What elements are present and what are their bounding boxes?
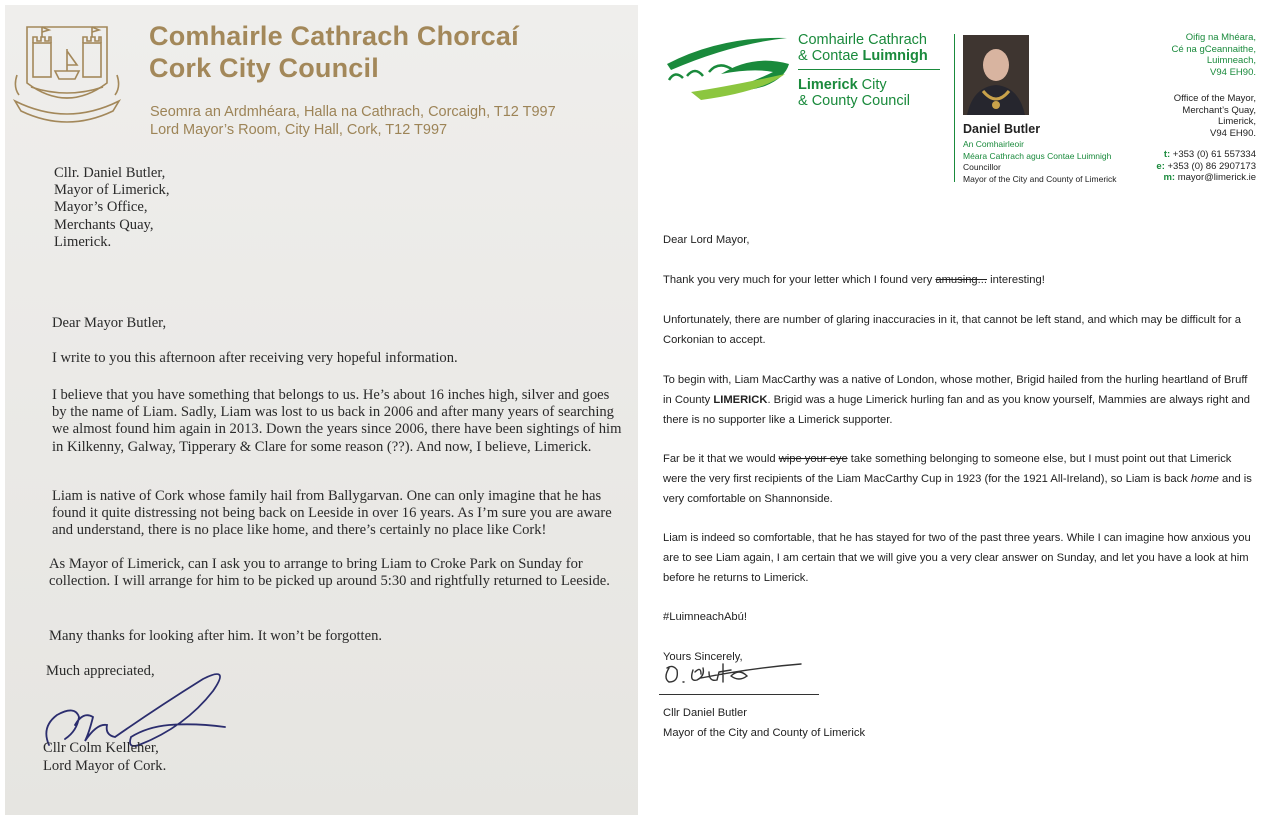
limerick-paragraph: [663, 449, 1253, 509]
mayor-title-line: An Comhairleoir: [963, 139, 1024, 149]
limerick-hashtag: #LuimneachAbú!: [663, 611, 747, 624]
office-line: Luimneach,: [1206, 55, 1256, 66]
mayor-title-line: Mayor of the City and County of Limerick: [963, 173, 1117, 184]
cork-council-name-english: Cork City Council: [149, 53, 379, 83]
text-run: and is very comfortable on Shannonside.: [663, 473, 1252, 506]
cork-paragraph: I write to you this afternoon after receiving very hopeful information.: [52, 350, 458, 366]
office-line: V94 EH90.: [1210, 127, 1256, 139]
cork-paragraph: Many thanks for looking after him. It won’t be forgotten.: [49, 628, 383, 644]
cork-paragraph: Liam is native of Cork whose family hail from Ballygarvan. One can only imagine that he has found it quite distressing not being back on Leeside in over 16 years. As I’m sure you are aware and understand, there is no place like home, and there’s certainly no place like Cork!: [52, 488, 612, 539]
office-address-english: [1174, 93, 1256, 139]
office-line: Office of the Mayor,: [1173, 93, 1256, 104]
cork-address-irish: Seomra an Ardmhéara, Halla na Cathrach, Corcaigh, T12 T997: [150, 104, 556, 120]
contact-details: [1156, 149, 1256, 184]
cork-closing: Much appreciated,: [46, 663, 155, 679]
signatory-title: Mayor of the City and County of Limerick: [663, 727, 866, 739]
header-divider: [798, 69, 940, 70]
header-vertical-divider: [954, 34, 955, 182]
office-line: V94 EH90.: [1210, 66, 1256, 78]
struck-text: wipe your eye: [778, 453, 848, 466]
limerick-closing: Yours Sincerely,: [663, 651, 743, 664]
limerick-paragraph: Unfortunately, there are number of glaring inaccuracies in it, that cannot be left stand, and which may be difficult for a Corkonian to accept.: [663, 314, 1241, 347]
limerick-signature-icon: [661, 650, 811, 690]
contact-value: +353 (0) 61 557334: [1170, 149, 1256, 160]
contact-label: m:: [1163, 172, 1176, 183]
contact-value[interactable]: mayor@limerick.ie: [1175, 172, 1256, 183]
contact-label: e:: [1156, 160, 1165, 172]
bold-text: LIMERICK: [713, 394, 768, 407]
limerick-council-name-irish: [798, 32, 928, 64]
signature-line: [659, 694, 819, 695]
recipient-line: Merchants Quay,: [54, 216, 154, 233]
text-run: . Brigid was a huge Limerick hurling fan and as you know yourself, Mammies are always right and there is no supporter like a Limerick supporter.: [663, 394, 1250, 427]
limerick-paragraph: [663, 370, 1253, 430]
office-address-irish: [1171, 32, 1256, 78]
contact-value: +353 (0) 86 2907173: [1164, 160, 1256, 172]
italic-text: home: [1190, 473, 1219, 486]
limerick-council-name-english: [798, 77, 910, 109]
council-ga-bold: Luimnigh: [862, 48, 928, 64]
cork-paragraph: As Mayor of Limerick, can I ask you to arrange to bring Liam to Croke Park on Sunday for collection. I will arrange for him to be picked up around 5:30 and rightfully returned to Leeside.: [49, 556, 610, 590]
signatory-name: Cllr Daniel Butler: [663, 707, 747, 719]
recipient-line: Mayor of Limerick,: [54, 182, 170, 199]
council-en-bold: Limerick: [798, 77, 858, 93]
council-en-line: [798, 77, 910, 93]
mayor-name: Daniel Butler: [963, 122, 1041, 136]
cork-council-name-irish: Comhairle Cathrach Chorcaí: [149, 21, 519, 51]
text-run: take something belonging to someone else, but I must point out that Limerick were the very first recipients of the Liam MacCarthy Cup in 1923 (for the 1921 All-Ireland), so Liam is back: [663, 453, 1232, 486]
cork-recipient-address: [54, 165, 170, 251]
council-ga-line: [798, 48, 928, 64]
office-line: Limerick,: [1217, 116, 1256, 127]
text-run: Thank you very much for your letter which I found very: [663, 274, 936, 287]
recipient-line: Mayor’s Office,: [54, 199, 148, 216]
signatory-name: Cllr Colm Kelleher,: [43, 740, 159, 756]
limerick-council-logo-icon: [661, 30, 791, 105]
office-line: Merchant’s Quay,: [1182, 104, 1256, 116]
mayor-title-line: Méara Cathrach agus Contae Luimnigh: [963, 150, 1112, 161]
council-ga-text: & Contae: [798, 48, 863, 64]
contact-email[interactable]: [1156, 172, 1256, 184]
limerick-signatory: [663, 703, 1253, 743]
recipient-line: Cllr. Daniel Butler,: [54, 165, 166, 181]
mayor-title-irish: [963, 139, 1111, 162]
council-en-line: & County Council: [798, 93, 911, 109]
council-en-text: City: [857, 77, 887, 93]
cork-signatory: [43, 740, 166, 775]
struck-text: amusing...: [935, 274, 987, 287]
cork-salutation: Dear Mayor Butler,: [52, 315, 167, 331]
limerick-salutation: Dear Lord Mayor,: [663, 234, 750, 247]
limerick-paragraph: [663, 270, 1253, 290]
recipient-line: Limerick.: [54, 233, 112, 250]
signatory-title: Lord Mayor of Cork.: [43, 757, 167, 774]
council-ga-line: Comhairle Cathrach: [798, 32, 927, 48]
limerick-paragraph: Liam is indeed so comfortable, that he has stayed for two of the past three years. While I can imagine how anxious you are to see Liam again, I am certain that we will give you a very clear answer on Sunday, and let you have a look at him before he returns to Limerick.: [663, 532, 1251, 585]
cork-address-english: Lord Mayor’s Room, City Hall, Cork, T12 T997: [150, 122, 448, 138]
mayor-title-line: Councillor: [963, 162, 1001, 172]
text-run: To begin with, Liam MacCarthy was a native of London, whose mother, Brigid hailed from the hurling heartland of Bruff in County: [663, 374, 1248, 407]
text-run: Far be it that we would: [663, 453, 779, 466]
mayor-portrait-icon: [963, 35, 1029, 115]
contact-phone-2: [1156, 161, 1256, 173]
text-run: interesting!: [986, 274, 1045, 287]
contact-label: t:: [1163, 149, 1171, 160]
mayor-title-english: [963, 162, 1117, 185]
contact-phone: [1156, 149, 1256, 161]
mayor-photo: [963, 35, 1029, 115]
office-line: Cé na gCeannaithe,: [1171, 43, 1256, 55]
limerick-letter: [645, 0, 1280, 820]
cork-letter: [5, 5, 638, 815]
cork-paragraph: I believe that you have something that belongs to us. He’s about 16 inches high, silver and goes by the name of Liam. Sadly, Liam was lost to us back in 2006 and after many years of searching we almost found him again in 2013. Down the years since 2006, there have been sightings of him in Kilkenny, Galway, Tipperary & Clare for some reason (??). And now, I believe, Limerick.: [52, 387, 622, 455]
cork-crest-icon: [13, 15, 121, 125]
office-line: Oifig na Mhéara,: [1185, 32, 1256, 43]
